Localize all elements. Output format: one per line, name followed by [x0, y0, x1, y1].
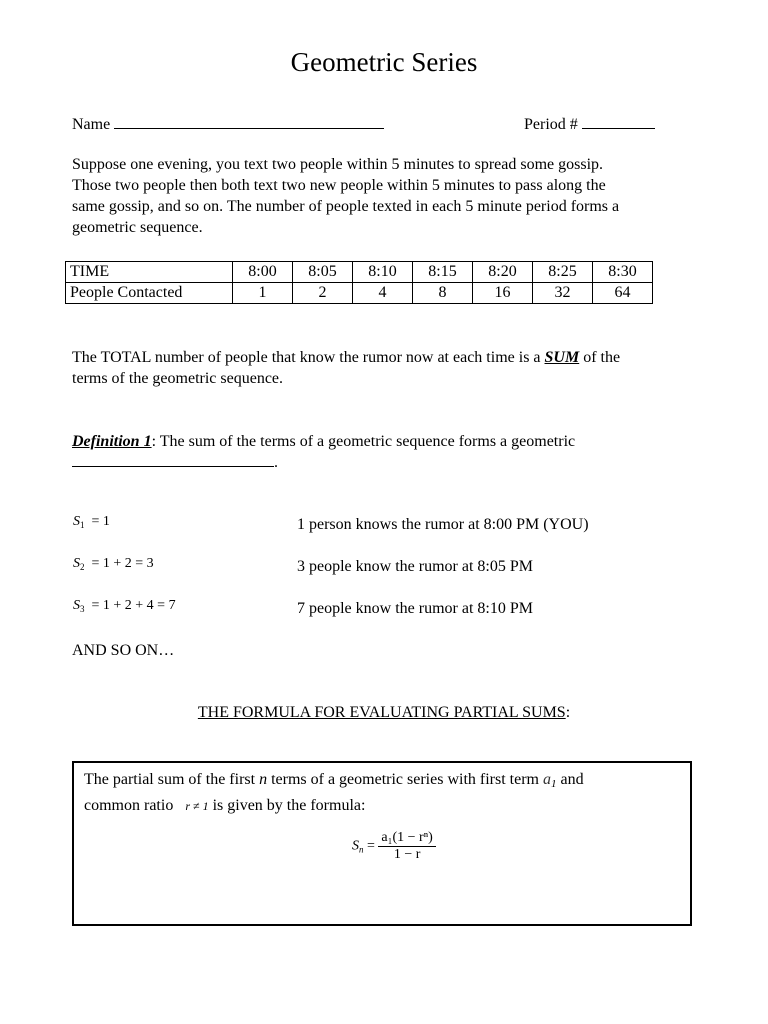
table-cell: 1: [233, 283, 293, 304]
table-cell: 8:30: [593, 262, 653, 283]
intro-line: Those two people then both text two new people within 5 minutes to pass along the: [72, 177, 606, 194]
sum-symbol: S: [73, 514, 80, 529]
box-a1: a: [542, 771, 551, 788]
sum-s2-label: [73, 556, 154, 572]
table-row: [66, 262, 653, 283]
definition-colon: :: [151, 433, 157, 450]
sum-symbol: S: [73, 598, 80, 613]
table-cell: 8:25: [533, 262, 593, 283]
table-cell: 8:00: [233, 262, 293, 283]
box-text: terms of a geometric series with first term: [267, 771, 543, 788]
row-header-people: People Contacted: [66, 283, 233, 304]
partial-sum-formula: [352, 830, 436, 863]
formula-heading: [0, 702, 768, 723]
table-cell: 8:20: [473, 262, 533, 283]
formula-lhs-sub: n: [359, 844, 364, 855]
name-blank[interactable]: [114, 114, 384, 129]
formula-box-text: [84, 769, 684, 817]
box-a1-sub: 1: [550, 778, 557, 790]
sum-expression: = 1: [91, 514, 110, 529]
sum-subscript: 2: [80, 562, 85, 572]
period-line: [524, 114, 655, 135]
table-cell: 8:05: [293, 262, 353, 283]
table-cell: 32: [533, 283, 593, 304]
total-text-line2: terms of the geometric sequence.: [72, 370, 284, 387]
sum-emphasis: SUM: [544, 349, 580, 366]
sum-s2-desc: 3 people know the rumor at 8:05 PM: [297, 558, 533, 575]
formula-heading-colon: :: [565, 704, 571, 721]
ratio-condition: r ≠ 1: [185, 799, 209, 813]
box-text: The partial sum of the first: [84, 771, 260, 788]
table-cell: 8:10: [353, 262, 413, 283]
table-row: [66, 283, 653, 304]
total-paragraph: [72, 347, 712, 389]
name-label: Name: [72, 116, 111, 133]
intro-paragraph: [72, 154, 712, 238]
intro-line: Suppose one evening, you text two people within 5 minutes to spread some gossip.: [72, 156, 604, 173]
period-label: Period #: [524, 116, 578, 133]
total-text: The TOTAL number of people that know the rumor now at each time is a: [72, 349, 545, 366]
box-n: n: [259, 771, 268, 788]
table-cell: 4: [353, 283, 413, 304]
table-cell: 64: [593, 283, 653, 304]
formula-lhs: S: [352, 838, 359, 854]
definition-blank[interactable]: [72, 452, 274, 467]
formula-heading-text: THE FORMULA FOR EVALUATING PARTIAL SUMS: [197, 704, 566, 721]
formula-numerator: a₁(1 − rⁿ): [378, 830, 435, 847]
formula-fraction: [378, 830, 435, 863]
name-line: [72, 114, 384, 135]
definition-paragraph: [72, 431, 712, 473]
sum-s1-desc: 1 person knows the rumor at 8:00 PM (YOU): [297, 516, 589, 533]
sum-s3-label: [73, 598, 176, 614]
and-so-on: AND SO ON…: [72, 642, 175, 659]
box-text: common ratio: [84, 797, 178, 814]
sum-subscript: 3: [80, 604, 85, 614]
formula-eq: =: [363, 838, 379, 854]
definition-label: Definition 1: [72, 433, 152, 450]
definition-text: The sum of the terms of a geometric sequence forms a geometric: [156, 433, 576, 450]
gossip-table: [65, 261, 653, 304]
intro-line: same gossip, and so on. The number of people texted in each 5 minute period forms a: [72, 198, 620, 215]
sum-subscript: 1: [80, 520, 85, 530]
intro-line: geometric sequence.: [72, 219, 203, 236]
box-text: is given by the formula:: [208, 797, 366, 814]
sum-s1-label: [73, 514, 110, 530]
period-blank[interactable]: [582, 114, 655, 129]
page-title: Geometric Series: [290, 47, 478, 77]
definition-end: .: [274, 454, 278, 471]
formula-denominator: 1 − r: [393, 847, 421, 862]
row-header-time: TIME: [66, 262, 233, 283]
table-cell: 8: [413, 283, 473, 304]
table-cell: 16: [473, 283, 533, 304]
table-cell: 2: [293, 283, 353, 304]
sum-expression: = 1 + 2 = 3: [91, 556, 154, 571]
box-text: and: [556, 771, 584, 788]
sum-symbol: S: [73, 556, 80, 571]
sum-expression: = 1 + 2 + 4 = 7: [91, 598, 176, 613]
table-cell: 8:15: [413, 262, 473, 283]
total-text-end: of the: [579, 349, 621, 366]
sum-s3-desc: 7 people know the rumor at 8:10 PM: [297, 600, 533, 617]
